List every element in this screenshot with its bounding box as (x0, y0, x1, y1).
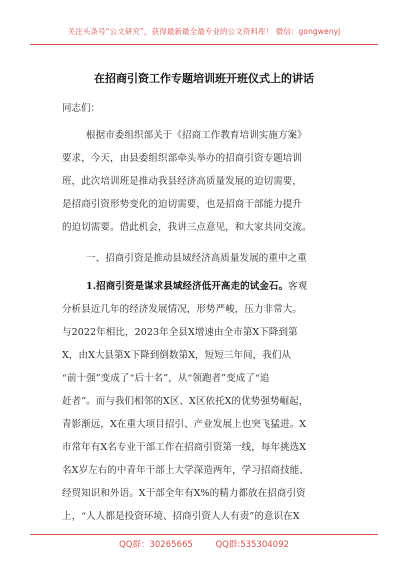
paragraph-line: 的迫切需要。借此机会，我讲三点意见，和大家共同交流。 (62, 222, 312, 233)
paragraph-line: 根据市委组织部关于《招商工作教育培训实施方案》 (86, 130, 307, 141)
salutation: 同志们： (62, 103, 101, 114)
paragraph-line: “前十强”变成了“后十名”，从“领跑者”变成了“追 (62, 373, 270, 384)
header-note: 关注头条号“公文研究”，获得最新最全最专业的公文资料库！ 微信：gongwenyj (67, 27, 341, 36)
paragraph-line-lead (86, 282, 307, 292)
paragraph-line: 青影渐远，X在重大项目招引、产业发展上也突飞猛进。X (62, 419, 307, 430)
paragraph-line: 赶者”。而与我们相邻的X区、X区依托X的优势强势崛起， (62, 396, 309, 407)
paragraph-line: 名X岁左右的中青年干部上大学深造两年，学习招商技能、 (62, 465, 309, 476)
paragraph-line: 分析县近几年的经济发展情况，形势严峻，压力非常大。 (62, 304, 303, 315)
footer-qq-group-1: QQ群：30265665 (119, 540, 193, 550)
document-title: 在招商引资工作专题培训班开班仪式上的讲话 (94, 72, 314, 85)
footer-qq-group-2: QQ群:535304092 (215, 540, 289, 550)
subsection-heading: 1.招商引资是谋求县域经济低开高走的试金石。 (86, 281, 289, 292)
section-heading: 一、招商引资是推动县域经济高质量发展的重中之重 (86, 253, 307, 264)
paragraph-line: 要求，今天，由县委组织部牵头举办的招商引资专题培训 (62, 153, 303, 164)
paragraph-line: 经贸知识和外语。X干部全年有X%的精力都放在招商引资 (62, 488, 306, 499)
footer-divider (30, 534, 378, 535)
paragraph-line: 是招商引资形势变化的迫切需要，也是招商干部能力提升 (62, 199, 303, 210)
paragraph-line: 班，此次培训班是推动我县经济高质量发展的迫切需要， (62, 176, 303, 187)
lead-text: 客观 (288, 281, 308, 292)
paragraph-line: 上，“人人都是投资环境、招商引资人人有责”的意识在X (62, 511, 300, 522)
footer (0, 538, 408, 550)
paragraph-line: X，由X大县第X下降到倒数第X，短短三年间，我们从 (62, 350, 292, 361)
header-divider (30, 44, 378, 45)
paragraph-line: 与2022年相比，2023年全县X增速由全市第X下降到第 (62, 327, 298, 338)
paragraph-line: 市常年有X名专业干部工作在招商引资第一线，每年挑选X (62, 442, 307, 453)
